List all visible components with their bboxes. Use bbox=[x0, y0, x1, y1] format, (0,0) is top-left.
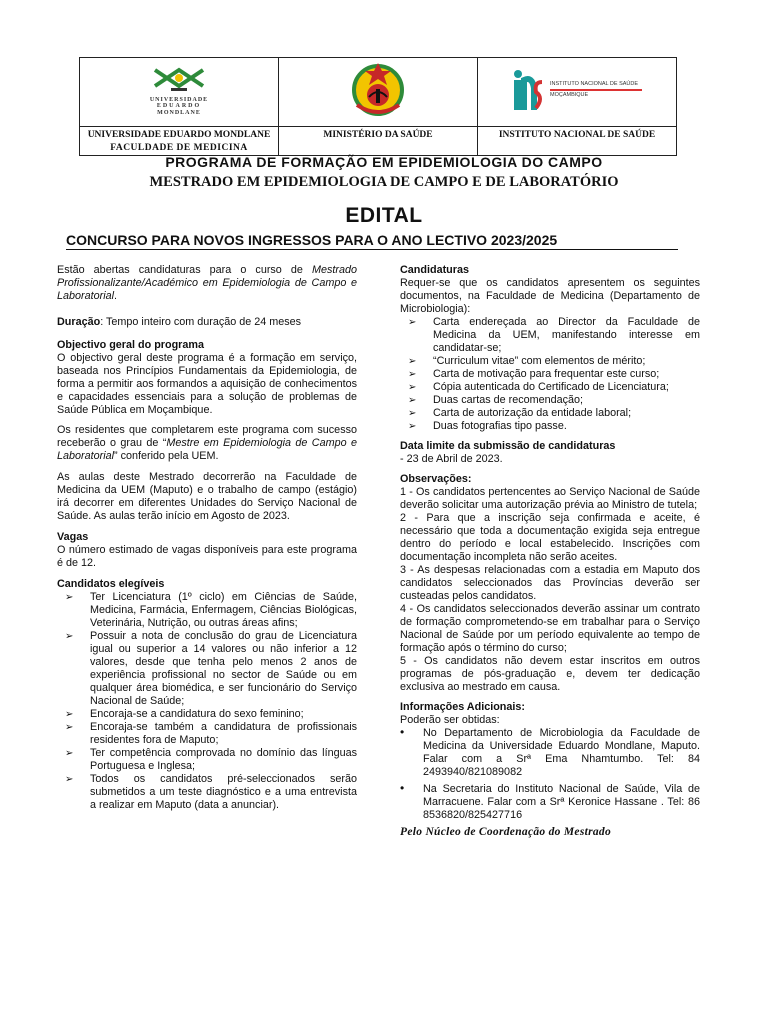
list-item: ➢ Ter competência comprovada no domínio das línguas Portuguesa e Inglesa; bbox=[57, 747, 357, 773]
candidaturas-text: Requer-se que os candidatos apresentem os seguintes documentos, na Faculdade de Medicina (Departamento de Microbiologia): bbox=[400, 277, 700, 315]
observacao-4: 4 - Os candidatos seleccionados deverão assinar um contrato de formação comprometendo-se em trabalhar para o Serviço Nacional de Saúde por um período equivalente ao tempo de formação após o término do curso; bbox=[400, 603, 700, 654]
duracao-paragraph bbox=[57, 316, 357, 329]
concurso-title: CONCURSO PARA NOVOS INGRESSOS PARA O ANO LECTIVO 2023/2025 bbox=[66, 232, 678, 250]
ins-caption: INSTITUTO NACIONAL DE SAÚDE bbox=[478, 127, 677, 156]
misau-logo-cell bbox=[279, 58, 478, 127]
observacao-1: 1 - Os candidatos pertencentes ao Serviço Nacional de Saúde deverão solicitar uma autorização prévia ao Ministro de tutela; bbox=[400, 486, 700, 511]
uem-caption-1: UNIVERSIDADE EDUARDO MONDLANE bbox=[87, 130, 271, 140]
observacao-5: 5 - Os candidatos não devem estar inscritos em outros programas de pós-graduação e, devem ter dedicação exclusiva ao mestrado em causa. bbox=[400, 655, 700, 693]
duracao-label: Duração bbox=[57, 316, 101, 328]
right-column bbox=[400, 264, 700, 839]
intro-paragraph bbox=[57, 264, 357, 303]
header-logo-table bbox=[79, 57, 677, 156]
observacao-2: 2 - Para que a inscrição seja confirmada e aceite, é necessário que toda a documentação exigida seja entregue dentro do período e local estabelecido. Inscrições com documentação incompleta não serão aceites. bbox=[400, 512, 700, 563]
candidaturas-heading: Candidaturas bbox=[400, 264, 469, 276]
info-text: Poderão ser obtidas: bbox=[400, 714, 500, 726]
uem-logo bbox=[149, 66, 209, 117]
info-list bbox=[400, 727, 700, 822]
list-item: ➢ Encoraja-se também a candidatura de profissionais residentes fora de Maputo; bbox=[57, 721, 357, 747]
list-item: ➢ Duas fotografias tipo passe. bbox=[400, 420, 700, 433]
list-item: ➢ Possuir a nota de conclusão do grau de Licenciatura igual ou superior a 14 valores ou não inferior a 12 valores, desde que tenha pelo menos 2 anos de experiência profissional no sector de Saúde ou em qualquer área biomédica, e ser funcionário do Serviço Nacional de Saúde; bbox=[57, 630, 357, 708]
uem-caption-2: FACULDADE DE MEDICINA bbox=[110, 143, 248, 153]
left-column bbox=[57, 264, 357, 812]
edital-title: EDITAL bbox=[345, 204, 423, 227]
uem-caption bbox=[80, 127, 279, 156]
data-limite-heading: Data limite da submissão de candidaturas bbox=[400, 440, 616, 452]
ins-emblem-icon bbox=[512, 68, 546, 112]
misau-caption: MINISTÉRIO DA SAÚDE bbox=[279, 127, 478, 156]
documentos-list bbox=[400, 316, 700, 433]
uem-logo-text-1: UNIVERSIDADE bbox=[149, 96, 209, 103]
uem-logo-text-3: MONDLANE bbox=[157, 109, 201, 116]
aulas-paragraph: As aulas deste Mestrado decorrerão na Faculdade de Medicina da UEM (Maputo) e o trabalho de campo (estágio) irá decorrer em diferentes Unidades do Serviço Nacional de Saúde. As aulas terão início em Agosto de 2023. bbox=[57, 471, 357, 522]
mestrado-title: MESTRADO EM EPIDEMIOLOGIA DE CAMPO E DE LABORATÓRIO bbox=[149, 174, 619, 190]
list-item: ➢ Ter Licenciatura (1º ciclo) em Ciências de Saúde, Medicina, Farmácia, Enfermagem, Ciências Biológicas, Veterinária, Nutrição, ou outras áreas afins; bbox=[57, 591, 357, 630]
observacoes-heading: Observações: bbox=[400, 473, 472, 485]
elegiveis-heading: Candidatos elegíveis bbox=[57, 578, 165, 590]
ins-logo-text-1: INSTITUTO NACIONAL DE SAÚDE bbox=[550, 80, 639, 87]
signature: Pelo Núcleo de Coordenação do Mestrado bbox=[400, 826, 612, 838]
uem-logo-cell bbox=[80, 58, 279, 127]
list-item: ➢ Carta endereçada ao Director da Faculdade de Medicina da UEM, manifestando interesse em candidatar-se; bbox=[400, 316, 700, 355]
objectivo-heading: Objectivo geral do programa bbox=[57, 339, 204, 351]
ins-logo-cell bbox=[478, 58, 677, 127]
residentes-text-c: ” conferido pela UEM. bbox=[114, 450, 219, 462]
vagas-text: O número estimado de vagas disponíveis para este programa é de 12. bbox=[57, 544, 357, 569]
objectivo-text: O objectivo geral deste programa é a formação em serviço, baseada nos Princípios Fundamentais da Epidemiologia, de forma a permitir aos formandos a aquisição de conhecimentos e capacidades essenciais para a solução de problemas de Saúde Pública em Moçambique. bbox=[57, 352, 357, 416]
info-heading: Informações Adicionais: bbox=[400, 701, 525, 713]
list-item: ➢ “Curriculum vitae” com elementos de mérito; bbox=[400, 355, 700, 368]
list-item: • Na Secretaria do Instituto Nacional de Saúde, Vila de Marracuene. Falar com a Srª Keronice Hassane . Tel: 86 8536820/825427716 bbox=[400, 783, 700, 822]
intro-course-name: Mestrado Profissionalizante/Académico em Epidemiologia de Campo e Laboratorial bbox=[57, 264, 357, 302]
observacao-3: 3 - As despesas relacionadas com a estadia em Maputo dos candidatos seleccionados das Províncias deverão ser custeadas pelos candidatos. bbox=[400, 564, 700, 602]
vagas-heading: Vagas bbox=[57, 531, 89, 543]
intro-text-c: . bbox=[114, 290, 118, 302]
list-item: ➢ Duas cartas de recomendação; bbox=[400, 394, 700, 407]
uem-logo-text-2: EDUARDO bbox=[156, 103, 202, 109]
list-item: ➢ Encoraja-se a candidatura do sexo feminino; bbox=[57, 708, 357, 721]
residentes-text-a: Os residentes que completarem este programa com sucesso receberão o grau de “ bbox=[57, 424, 357, 449]
duracao-text: : Tempo inteiro com duração de 24 meses bbox=[100, 316, 302, 328]
ins-logo-divider bbox=[550, 89, 642, 91]
data-limite-text: - 23 de Abril de 2023. bbox=[400, 453, 503, 465]
intro-text-a: Estão abertas candidaturas para o curso de bbox=[57, 264, 312, 276]
list-item: ➢ Carta de motivação para frequentar este curso; bbox=[400, 368, 700, 381]
residentes-paragraph bbox=[57, 424, 357, 463]
mozambique-emblem-icon bbox=[349, 59, 407, 121]
list-item: ➢ Todos os candidatos pré-seleccionados serão submetidos a um teste diagnóstico e a uma entrevista a realizar em Maputo (data a anunciar). bbox=[57, 773, 357, 812]
programa-title: PROGRAMA DE FORMAÇÃO EM EPIDEMIOLOGIA DO CAMPO bbox=[165, 154, 603, 170]
uem-emblem-icon bbox=[149, 66, 209, 92]
elegiveis-list bbox=[57, 591, 357, 812]
list-item: ➢ Cópia autenticada do Certificado de Licenciatura; bbox=[400, 381, 700, 394]
list-item: • No Departamento de Microbiologia da Faculdade de Medicina da Universidade Eduardo Mondlane, Maputo. Falar com a Srª Ema Nhamtumbo. Tel: 84 2493940/821089082 bbox=[400, 727, 700, 779]
ins-logo-text-2: MOÇAMBIQUE bbox=[550, 91, 589, 98]
list-item: ➢ Carta de autorização da entidade laboral; bbox=[400, 407, 700, 420]
residentes-degree: Mestre em Epidemiologia de Campo e Laboratorial bbox=[57, 437, 357, 462]
ins-logo bbox=[512, 68, 642, 112]
